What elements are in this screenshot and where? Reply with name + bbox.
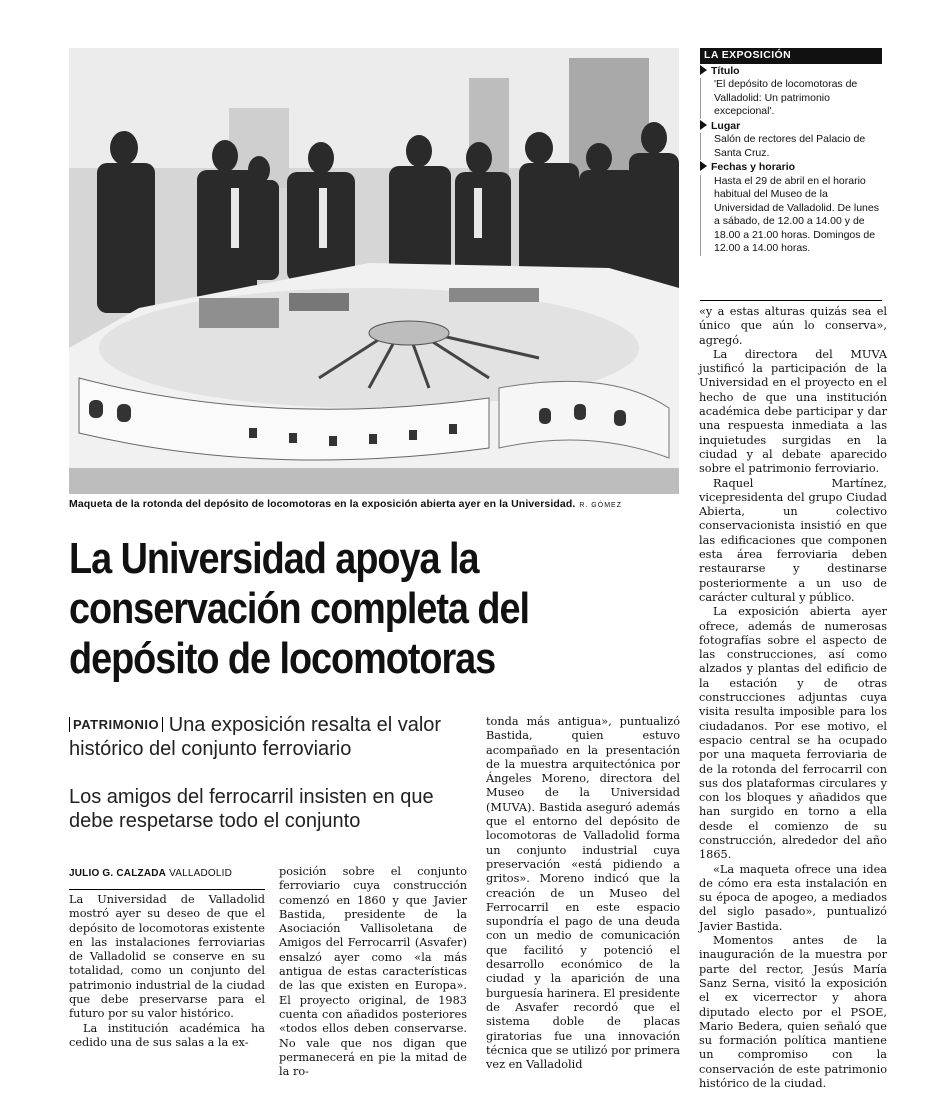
body-column-2 [279, 865, 467, 1079]
headline-line-2: conservación completa del [69, 584, 529, 633]
kicker [69, 713, 469, 761]
photo-credit: R. GÓMEZ [579, 502, 622, 509]
body-column-1 [69, 893, 265, 1050]
section-tag: PATRIMONIO [69, 717, 163, 732]
caption-text: Maqueta de la rotonda del depósito de locomotoras en la exposición abierta ayer en la Universidad. [69, 498, 576, 510]
arrow-icon [700, 65, 707, 75]
paragraph: Momentos antes de la inauguración de la muestra por parte del rector, Jesús María Sanz Serna, visitó la exposición el ex vicerrector y ahora diputado electo por el PSOE, Mario Bedera, quien señaló que su formación política mantiene un compromiso con la conservación de este patrimonio histórico de la ciudad. [699, 934, 887, 1091]
info-item-title [700, 65, 882, 119]
info-box-rule [700, 300, 882, 301]
info-label: Lugar [711, 119, 741, 132]
arrow-icon [700, 120, 707, 130]
news-photo [69, 48, 679, 494]
headline [69, 534, 688, 684]
model-photo-illustration [69, 48, 679, 494]
info-text: Salón de rectores del Palacio de Santa Cruz. [700, 133, 882, 160]
byline [69, 868, 269, 879]
paragraph: posición sobre el conjunto ferroviario cuya construcción comenzó en 1860 y que Javier Bastida, presidente de la Asociación Vallisoletana de Amigos del Ferrocarril (Asvafer) ensalzó ayer como «la más antigua de estas características de las que existen en Europa». El proyecto original, de 1983 cuenta con añadidos posteriores «todos ellos deben conservarse. No vale que nos digan que permanecerá en pie la mitad de la ro- [279, 865, 467, 1079]
info-box-title: LA EXPOSICIÓN [700, 48, 882, 64]
body-column-4 [699, 305, 887, 1091]
exhibition-info-box [700, 48, 882, 256]
paragraph: Raquel Martínez, vicepresidenta del grupo Ciudad Abierta, un colectivo conservacionista insistió en que las edificaciones que componen esta área ferroviaria deben restaurarse y destinarse posteriormente a un uso de carácter cultural y público. [699, 476, 887, 604]
paragraph: La Universidad de Valladolid mostró ayer su deseo de que el depósito de locomotoras existente en las instalaciones ferroviarias de Valladolid se conserve en su totalidad, como un conjunto del patrimonio industrial de la ciudad que debe preservarse para el futuro por su valor histórico. [69, 893, 265, 1021]
headline-line-3: depósito de locomotoras [69, 634, 496, 683]
info-label: Título [711, 64, 740, 77]
byline-rule [69, 889, 265, 890]
info-text: Hasta el 29 de abril en el horario habitual del Museo de la Universidad de Valladolid. De lunes a sábado, de 12.00 a 14.00 y de 18.00 a 21.00 horas. Domingos de 12.00 a 14.00 horas. [700, 175, 882, 256]
info-label: Fechas y horario [711, 161, 796, 173]
body-column-3 [486, 715, 680, 1072]
paragraph: tonda más antigua», puntualizó Bastida, quien estuvo acompañado en la presentación de la muestra arquitectónica por Ángeles Moreno, directora del Museo de la Universidad (MUVA). Bastida aseguró además que el entorno del depósito de locomotoras de Valladolid forma un conjunto industrial cuya preservación «está pidiendo a gritos». Moreno indicó que la creación de un Museo del Ferrocarril en este espacio supondría el pago de una deuda con un medio de comunicación que facilitó y potenció el desarrollo económico de la ciudad y la aparición de una burguesía harinera. El presidente de Asvafer recordó que el sistema doble de placas giratorias fue una innovación técnica que se utilizó por primera vez en Valladolid [486, 715, 680, 1072]
subhead: Los amigos del ferrocarril insisten en que debe respetarse todo el conjunto [69, 786, 434, 832]
kicker-text: Una exposición resalta el valor histórico del conjunto ferroviario [69, 714, 442, 760]
paragraph: La directora del MUVA justificó la participación de la Universidad en el proyecto en el hecho de que una institución académica debe participar y dar una respuesta inmediata a las inquietudes surgidas en la ciudad y al debate aparecido sobre el patrimonio ferroviario. [699, 347, 887, 476]
byline-place: VALLADOLID [169, 868, 233, 879]
info-item-schedule [700, 161, 882, 256]
byline-author: JULIO G. CALZADA [69, 868, 167, 879]
arrow-icon [700, 161, 707, 171]
photo-caption [69, 498, 684, 510]
paragraph: «y a estas alturas quizás sea el único que aún lo conserva», agregó. [699, 305, 887, 347]
paragraph: La institución académica ha cedido una de sus salas a la ex- [69, 1021, 265, 1049]
headline-line-1: La Universidad apoya la [69, 534, 479, 583]
paragraph: «La maqueta ofrece una idea de cómo era esta instalación en su época de apogeo, a mediados del siglo pasado», puntualizó Javier Bastida. [699, 862, 887, 933]
info-text: 'El depósito de locomotoras de Valladolid: Un patrimonio excepcional'. [700, 78, 882, 119]
info-item-place [700, 120, 882, 161]
paragraph: La exposición abierta ayer ofrece, además de numerosas fotografías sobre el aspecto de las construcciones, así como alzados y plantas del edificio de la estación y de otras construcciones adjuntas cuya visita resulta imposible para los ciudadanos. Por ese motivo, el espacio central se ha ocupado por una maqueta ferroviaria de de la rotonda del ferrocarril con sus dos plataformas circulares y con los bloques y añadidos que han surgido en torno a ella desde el comienzo de su construcción, alrededor del año 1865. [699, 605, 887, 862]
